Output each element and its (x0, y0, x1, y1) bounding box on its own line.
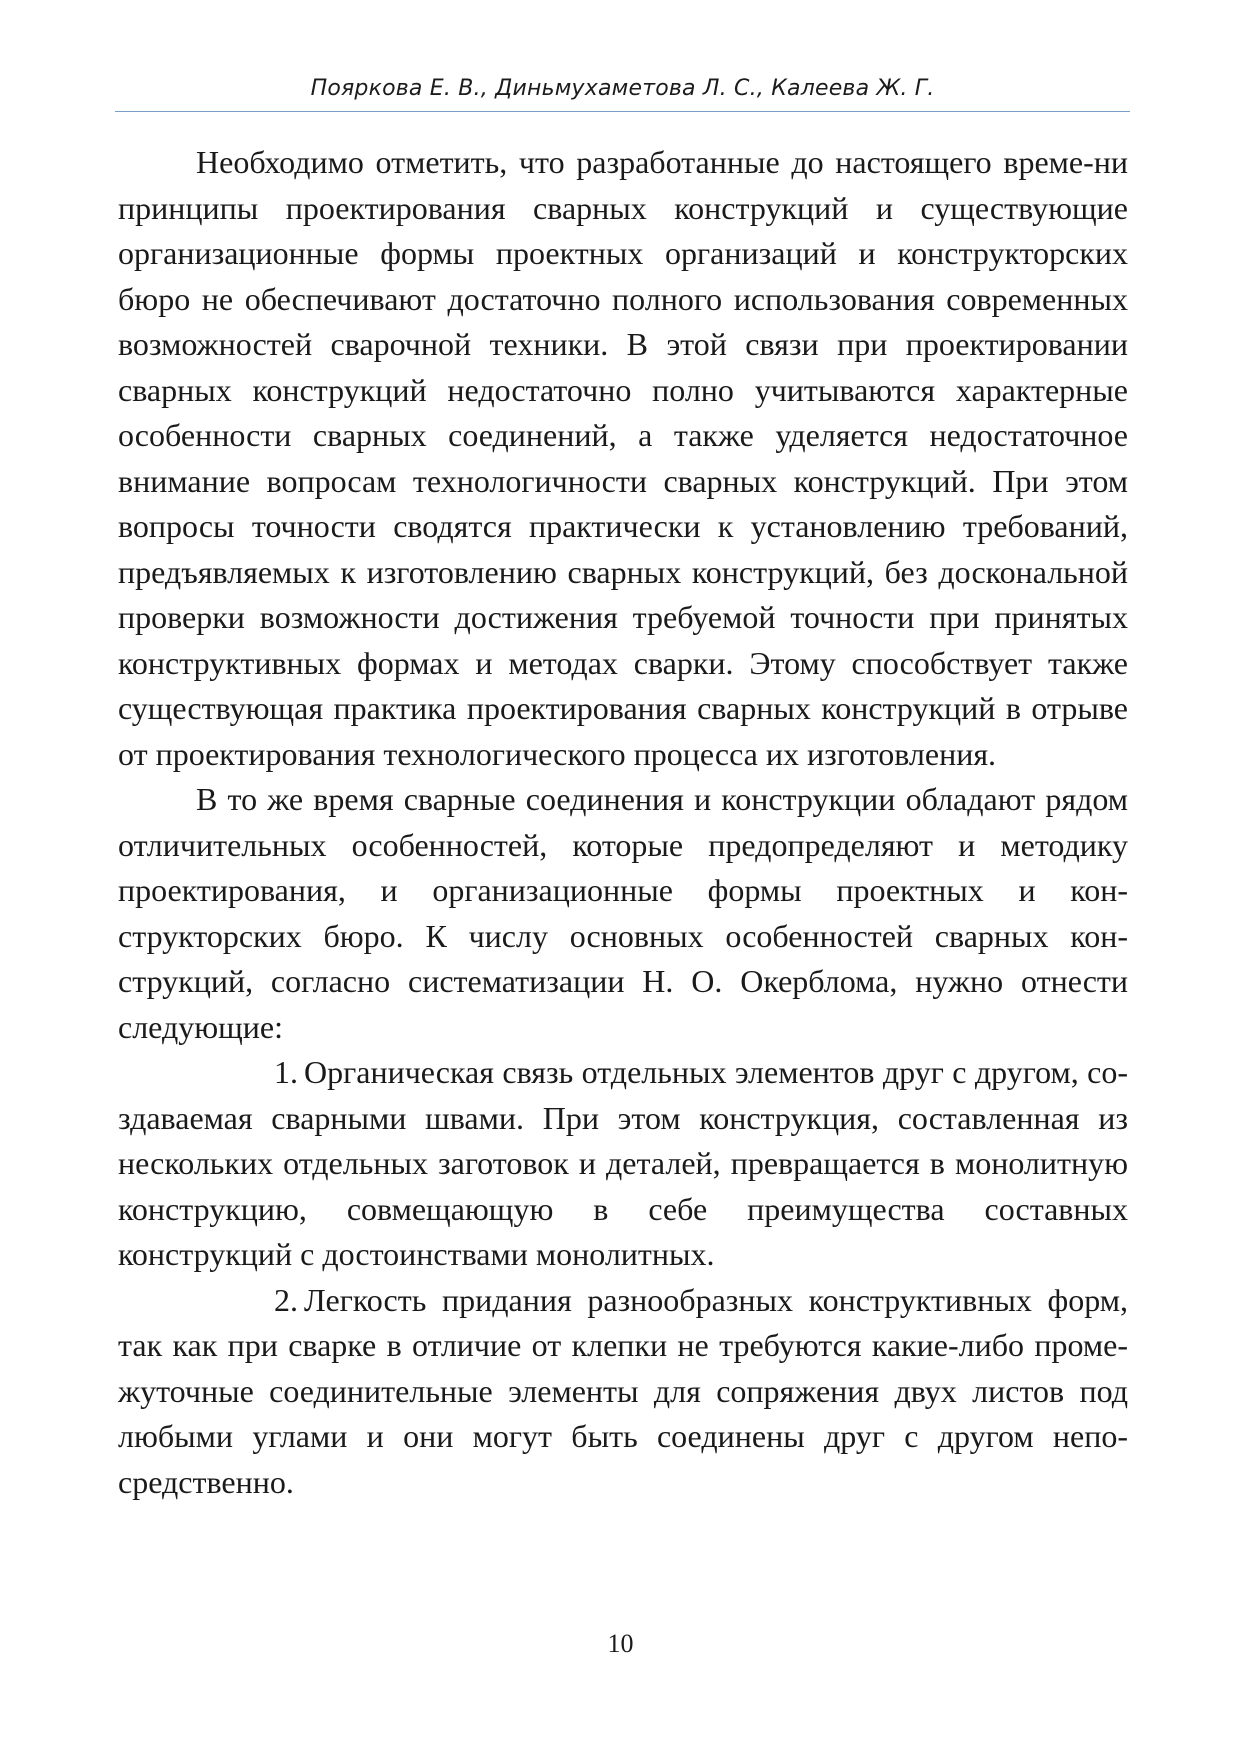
paragraph-2: В то же время сварные соединения и конструкции обладают рядом отличительных особенностей, которые предопределяют и методику проектирования, и организационные формы проектных и конструкторских бюро. К числу основных особенностей сварных конструкций, согласно систематизации Н. О. Окерблома, нужно отнести следующие: (118, 781, 1128, 1045)
page-number: 10 (607, 1629, 634, 1658)
list-item-text: Легкость придания разнообразных конструктивных форм, так как при сварке в отличие от клепки не требуются какие-либо промежуточные соединительные элементы для сопряжения двух листов под любыми углами и они могут быть соединены друг с другом непосредственно. (118, 1281, 1128, 1500)
header-divider (115, 111, 1130, 112)
list-item-2 (118, 1278, 1128, 1506)
running-header-authors: Пояркова Е. В., Диньмухаметова Л. С., Калеева Ж. Г. (310, 76, 935, 101)
body-text (118, 140, 1128, 1505)
list-item-number: 1. (274, 1054, 298, 1090)
list-item-text: Органическая связь отдельных элементов друг с другом, создаваемая сварными швами. При этом конструкция, составленная из нескольких отдельных заготовок и деталей, превращается в монолитную конструкцию, совмещающую в себе преимущества составных конструкций с достоинствами монолитных. (118, 1054, 1128, 1272)
list-item-number: 2. (274, 1281, 298, 1318)
list-item-1 (118, 1050, 1128, 1278)
paragraph-1: Необходимо отметить, что разработанные до настоящего време-ни принципы проектирования сварных конструкций и существующие организационные формы проектных организаций и конструкторских бюро не обеспечивают достаточно полного использования современных возможностей сварочной техники. В этой связи при проектировании сварных конструкций недостаточно полно учитываются характерные особенности сварных соединений, а также уделяется недостаточное внимание вопросам технологичности сварных конструкций. При этом вопросы точности сводятся практически к установлению требований, предъявляемых к изготовлению сварных конструкций, без доскональной проверки возможности достижения требуемой точности при принятых конструктивных формах и методах сварки. Этому способствует также существующая практика проектирования сварных конструкций в отрыве от проектирования технологического процесса их изготовления. (118, 144, 1128, 772)
